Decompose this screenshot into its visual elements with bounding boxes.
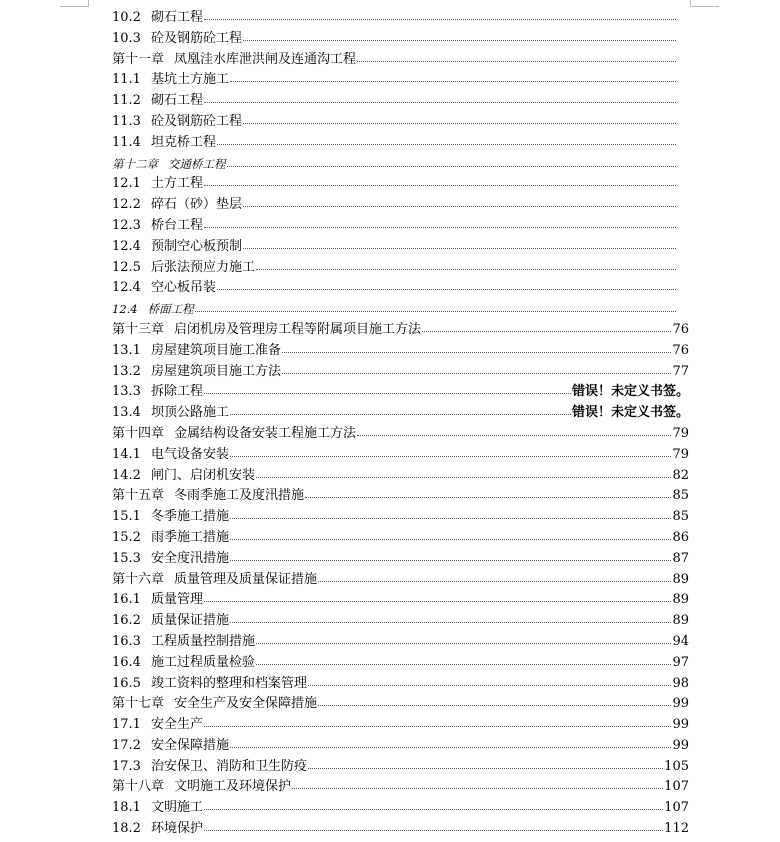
toc-entry-page: 79: [672, 425, 689, 441]
toc-entry-number: 13.4: [112, 405, 141, 421]
toc-entry-number: 12.2: [112, 197, 141, 213]
toc-entry-number: 12.4: [112, 302, 138, 317]
toc-entry-title: 砼及钢筋砼工程: [150, 30, 242, 46]
toc-entry[interactable]: [112, 653, 689, 674]
toc-entry[interactable]: [112, 798, 689, 819]
toc-entry-page: 99: [672, 737, 689, 753]
toc-entry[interactable]: [112, 549, 689, 570]
toc-entry-number: 12.3: [112, 217, 141, 233]
toc-entry-title: 坦克桥工程: [150, 134, 216, 150]
dot-leader: [195, 310, 676, 312]
toc-entry[interactable]: [112, 341, 689, 362]
toc-entry[interactable]: [112, 174, 689, 195]
dot-leader: [243, 247, 676, 249]
toc-entry-page: 107: [664, 800, 689, 816]
toc-entry-number: 12.4: [112, 280, 141, 296]
toc-entry-title: 环境保护: [150, 821, 203, 837]
toc-entry-title: 电气设备安装: [150, 446, 229, 462]
toc-entry-number: 17.1: [112, 717, 141, 733]
dot-leader: [357, 60, 676, 62]
toc-entry[interactable]: [112, 278, 689, 299]
toc-entry[interactable]: [112, 507, 689, 528]
toc-entry[interactable]: [112, 91, 689, 112]
toc-entry-page: 76: [672, 321, 689, 337]
toc-entry-title: 冬季施工措施: [150, 509, 229, 525]
toc-entry-title: 房屋建筑项目施工方法: [150, 363, 281, 379]
toc-entry-title: 金属结构设备安装工程施工方法: [174, 425, 357, 441]
toc-entry-number: 第十四章: [112, 425, 165, 441]
toc-entry-number: 13.2: [112, 363, 141, 379]
table-of-contents: [112, 8, 689, 840]
toc-entry-page: 86: [672, 529, 689, 545]
toc-entry[interactable]: [112, 674, 689, 695]
toc-entry-number: 16.2: [112, 613, 141, 629]
toc-entry[interactable]: [112, 777, 689, 798]
dot-leader: [204, 18, 676, 20]
toc-entry-number: 16.4: [112, 654, 141, 670]
toc-entry-title: 安全生产及安全保障措施: [174, 696, 318, 712]
dot-leader: [243, 205, 676, 207]
toc-entry-page: 94: [672, 633, 689, 649]
toc-entry-title: 预制空心板预制: [150, 238, 242, 254]
toc-entry[interactable]: [112, 819, 689, 840]
toc-entry-title: 凤凰洼水库泄洪闸及连通沟工程: [174, 51, 357, 67]
toc-entry-title: 房屋建筑项目施工准备: [150, 342, 281, 358]
toc-entry-title: 后张法预应力施工: [150, 259, 255, 275]
toc-entry[interactable]: [112, 133, 689, 154]
toc-entry-page: 85: [672, 509, 689, 525]
toc-entry-title: 基坑土方施工: [150, 72, 229, 88]
toc-entry-number: 11.3: [112, 113, 141, 129]
toc-entry-title: 工程质量控制措施: [150, 633, 255, 649]
toc-entry-number: 12.4: [112, 238, 141, 254]
dot-leader: [230, 413, 571, 415]
dot-leader: [204, 226, 676, 228]
toc-entry-title: 质量管理及质量保证措施: [174, 571, 318, 587]
dot-leader: [305, 496, 671, 498]
toc-entry-number: 17.2: [112, 737, 141, 753]
toc-entry[interactable]: [112, 632, 689, 653]
toc-entry-title: 安全度汛措施: [150, 550, 229, 566]
dot-leader: [256, 476, 671, 478]
toc-entry[interactable]: [112, 237, 689, 258]
toc-entry-number: 15.3: [112, 550, 141, 566]
toc-entry-number: 第十七章: [112, 696, 165, 712]
dot-leader: [230, 621, 671, 623]
toc-entry-title: 安全保障措施: [150, 737, 229, 753]
toc-entry-page: 87: [672, 550, 689, 566]
toc-entry-error: 错误！未定义书签。: [571, 405, 689, 421]
toc-entry[interactable]: [112, 70, 689, 91]
toc-entry-page: 99: [672, 717, 689, 733]
toc-entry-page: 79: [672, 446, 689, 462]
toc-entry-title: 交通桥工程: [168, 156, 226, 171]
dot-leader: [230, 746, 671, 748]
dot-leader: [227, 165, 677, 167]
toc-entry[interactable]: [112, 528, 689, 549]
toc-entry[interactable]: [112, 403, 689, 424]
toc-entry[interactable]: [112, 445, 689, 466]
toc-entry-title: 空心板吊装: [150, 280, 216, 296]
dot-leader: [318, 704, 671, 706]
toc-entry[interactable]: [112, 736, 689, 757]
dot-leader: [230, 517, 671, 519]
toc-entry-number: 第十五章: [112, 488, 165, 504]
toc-entry-title: 碎石（砂）垫层: [150, 197, 242, 213]
dot-leader: [292, 787, 663, 789]
toc-entry-number: 第十二章: [112, 156, 158, 171]
dot-leader: [318, 580, 671, 582]
toc-entry-title: 雨季施工措施: [150, 529, 229, 545]
dot-leader: [204, 101, 676, 103]
toc-entry-number: 12.1: [112, 176, 141, 192]
toc-entry-title: 竣工资料的整理和档案管理: [150, 675, 307, 691]
toc-entry[interactable]: [112, 466, 689, 487]
toc-entry-title: 启闭机房及管理房工程等附属项目施工方法: [174, 321, 422, 337]
toc-entry-title: 闸门、启闭机安装: [150, 467, 255, 483]
toc-entry-title: 砌石工程: [150, 10, 203, 25]
toc-entry[interactable]: [112, 486, 689, 507]
toc-entry-number: 13.3: [112, 384, 141, 400]
dot-leader: [204, 829, 663, 831]
toc-entry-title: 质量保证措施: [150, 613, 229, 629]
toc-entry-number: 第十三章: [112, 321, 165, 337]
toc-entry[interactable]: [112, 611, 689, 632]
dot-leader: [217, 288, 676, 290]
dot-leader: [308, 767, 663, 769]
toc-entry-page: 82: [672, 467, 689, 483]
toc-entry-page: 107: [664, 779, 689, 795]
toc-entry-title: 质量管理: [150, 592, 203, 608]
dot-leader: [357, 434, 671, 436]
dot-leader: [282, 351, 671, 353]
toc-entry[interactable]: [112, 715, 689, 736]
toc-entry-page: 89: [672, 592, 689, 608]
toc-entry-title: 文明施工: [150, 800, 203, 816]
toc-entry[interactable]: [112, 570, 689, 591]
toc-entry-title: 拆除工程: [150, 384, 203, 400]
toc-entry-number: 13.1: [112, 342, 141, 358]
dot-leader: [230, 80, 676, 82]
toc-entry[interactable]: [112, 757, 689, 778]
toc-entry-title: 文明施工及环境保护: [174, 779, 292, 795]
dot-leader: [204, 184, 676, 186]
toc-entry[interactable]: [112, 694, 689, 715]
toc-entry-title: 冬雨季施工及度汛措施: [174, 488, 305, 504]
toc-entry-number: 11.4: [112, 134, 141, 150]
dot-leader: [230, 559, 671, 561]
toc-entry-number: 第十八章: [112, 779, 165, 795]
toc-entry[interactable]: [112, 154, 689, 175]
page-corner-mark-left: [60, 0, 89, 7]
toc-entry[interactable]: [112, 195, 689, 216]
toc-entry[interactable]: [112, 216, 689, 237]
toc-entry-number: 17.3: [112, 758, 141, 774]
toc-entry-page: 112: [664, 821, 689, 837]
toc-entry[interactable]: [112, 50, 689, 71]
toc-entry-title: 桥台工程: [150, 217, 203, 233]
toc-entry-page: 85: [672, 488, 689, 504]
toc-entry-page: 89: [672, 613, 689, 629]
toc-entry-number: 11.2: [112, 93, 141, 109]
toc-entry[interactable]: [112, 258, 689, 279]
toc-entry-number: 第十六章: [112, 571, 165, 587]
toc-entry-title: 土方工程: [150, 176, 203, 192]
toc-entry-number: 15.2: [112, 529, 141, 545]
dot-leader: [256, 268, 676, 270]
toc-entry-number: 18.2: [112, 821, 141, 837]
toc-entry-title: 安全生产: [150, 717, 203, 733]
toc-entry[interactable]: [112, 362, 689, 383]
toc-entry-number: 10.2: [112, 10, 141, 25]
toc-entry-title: 坝顶公路施工: [150, 405, 229, 421]
toc-entry-number: 12.5: [112, 259, 141, 275]
dot-leader: [256, 663, 671, 665]
toc-entry-title: 砼及钢筋砼工程: [150, 113, 242, 129]
dot-leader: [282, 372, 671, 374]
page-corner-mark-right: [690, 0, 719, 7]
toc-entry[interactable]: [112, 382, 689, 403]
toc-entry-page: 105: [664, 758, 689, 774]
dot-leader: [204, 725, 671, 727]
toc-entry-number: 14.2: [112, 467, 141, 483]
dot-leader: [204, 392, 571, 394]
toc-entry[interactable]: [112, 424, 689, 445]
toc-entry-page: 76: [672, 342, 689, 358]
dot-leader: [243, 39, 676, 41]
dot-leader: [256, 642, 671, 644]
dot-leader: [204, 808, 663, 810]
toc-entry[interactable]: [112, 112, 689, 133]
toc-entry[interactable]: [112, 299, 689, 320]
toc-entry-title: 治安保卫、消防和卫生防疫: [150, 758, 307, 774]
toc-entry-number: 第十一章: [112, 51, 165, 67]
toc-entry-number: 16.1: [112, 592, 141, 608]
dot-leader: [243, 122, 676, 124]
toc-entry-page: 97: [672, 654, 689, 670]
dot-leader: [204, 600, 671, 602]
toc-entry-page: 99: [672, 696, 689, 712]
toc-entry-page: 98: [672, 675, 689, 691]
toc-entry-title: 桥面工程: [147, 302, 194, 317]
toc-entry-number: 15.1: [112, 509, 141, 525]
toc-entry[interactable]: [112, 320, 689, 341]
toc-entry-page: 89: [672, 571, 689, 587]
toc-entry-number: 14.1: [112, 446, 141, 462]
toc-entry-number: 16.5: [112, 675, 141, 691]
toc-entry[interactable]: [112, 590, 689, 611]
dot-leader: [230, 538, 671, 540]
toc-entry-title: 砌石工程: [150, 93, 203, 109]
toc-entry-number: 11.1: [112, 72, 141, 88]
dot-leader: [230, 455, 671, 457]
dot-leader: [308, 684, 671, 686]
toc-entry-number: 16.3: [112, 633, 141, 649]
toc-entry[interactable]: [112, 29, 689, 50]
toc-entry-title: 施工过程质量检验: [150, 654, 255, 670]
toc-entry[interactable]: [112, 8, 689, 29]
toc-entry-error: 错误！未定义书签。: [571, 384, 689, 400]
dot-leader: [217, 143, 676, 145]
toc-entry-number: 18.1: [112, 800, 141, 816]
toc-entry-page: 77: [672, 363, 689, 379]
toc-entry-number: 10.3: [112, 30, 141, 46]
dot-leader: [422, 330, 671, 332]
